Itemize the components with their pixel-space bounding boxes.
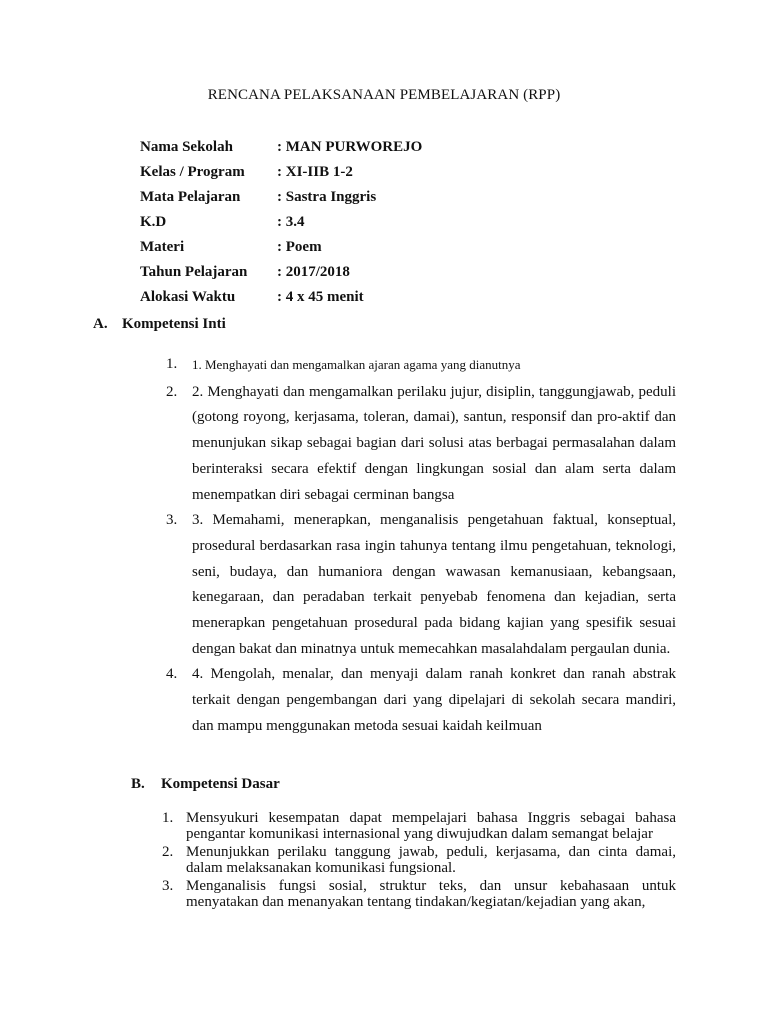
list-text: Mensyukuri kesempatan dapat mempelajari bahasa Inggris sebagai bahasa pengantar komunikasi internasional yang diwujudkan dalam semangat belajar	[186, 810, 676, 842]
info-value: : XI-IIB 1-2	[277, 164, 353, 180]
list-number: 2.	[162, 844, 174, 860]
info-value: : 3.4	[277, 214, 305, 230]
section-title: Kompetensi Inti	[122, 316, 226, 332]
list-number: 2.	[166, 383, 178, 400]
list-item	[166, 508, 676, 662]
info-label: Mata Pelajaran	[140, 189, 241, 205]
basic-competency-list	[162, 810, 676, 912]
list-number: 3.	[162, 878, 174, 894]
info-row-kd	[140, 212, 422, 237]
list-number: 3.	[166, 512, 178, 529]
list-number: 1.	[162, 810, 174, 826]
list-item	[162, 810, 676, 842]
info-row-material	[140, 237, 422, 262]
document-title: RENCANA PELAKSANAAN PEMBELAJARAN (RPP)	[207, 87, 561, 103]
list-text: Menunjukkan perilaku tanggung jawab, peduli, kerjasama, dan cinta damai, dalam melaksanakan komunikasi fungsional.	[186, 844, 676, 876]
info-label: Kelas / Program	[140, 164, 245, 180]
info-label: K.D	[140, 214, 167, 230]
list-item	[162, 844, 676, 876]
section-letter: A.	[93, 316, 108, 332]
list-text: 2. Menghayati dan mengamalkan perilaku jujur, disiplin, tanggungjawab, peduli (gotong royong, kerjasama, toleran, damai), santun, responsif dan pro-aktif dan menunjukan sikap sebagai bagian dari solusi atas berbagai permasalahan dalam berinteraksi secara efektif dengan lingkungan sosial dan alam serta dalam menempatkan diri sebagai cerminan bangsa	[192, 383, 676, 503]
list-item	[166, 662, 676, 739]
info-label: Nama Sekolah	[140, 139, 233, 155]
identity-table	[140, 137, 422, 312]
info-value: : Poem	[277, 239, 322, 255]
list-text: Menganalisis fungsi sosial, struktur teks, dan unsur kebahasaan untuk menyatakan dan menanyakan tentang tindakan/kegiatan/kejadian yang akan,	[186, 878, 676, 910]
info-label: Alokasi Waktu	[140, 289, 236, 305]
list-number: 1.	[166, 356, 178, 372]
list-number: 4.	[166, 666, 178, 683]
section-a-heading	[93, 316, 226, 333]
info-row-year	[140, 262, 422, 287]
info-row-school	[140, 137, 422, 162]
info-value: : Sastra Inggris	[277, 189, 377, 205]
section-title: Kompetensi Dasar	[161, 776, 280, 792]
info-value: : 2017/2018	[277, 264, 350, 280]
list-text: 4. Mengolah, menalar, dan menyaji dalam ranah konkret dan ranah abstrak terkait dengan pengembangan dari yang dipelajari di sekolah secara mandiri, dan mampu menggunakan metoda sesuai kaidah keilmuan	[192, 666, 676, 734]
list-item	[166, 352, 676, 378]
section-b-heading	[131, 776, 280, 793]
list-item	[162, 878, 676, 910]
list-text: 3. Memahami, menerapkan, menganalisis pengetahuan faktual, konseptual, prosedural berdasarkan rasa ingin tahunya tentang ilmu pengetahuan, teknologi, seni, budaya, dan humaniora dengan wawasan kemanusiaan, kebangsaan, kenegaraan, dan peradaban terkait penyebab fenomena dan kejadian, serta menerapkan pengetahuan prosedural pada bidang kajian yang spesifik sesuai dengan bakat dan minatnya untuk memecahkan masalahdalam pergaulan dunia.	[192, 512, 676, 657]
list-text: 1. Menghayati dan mengamalkan ajaran agama yang dianutnya	[192, 357, 521, 372]
info-row-time	[140, 287, 422, 312]
info-value: : MAN PURWOREJO	[277, 139, 423, 155]
info-row-subject	[140, 187, 422, 212]
info-row-class	[140, 162, 422, 187]
list-item	[166, 380, 676, 509]
section-letter: B.	[131, 776, 145, 792]
core-competency-list	[166, 352, 676, 740]
info-label: Materi	[140, 239, 185, 255]
info-value: : 4 x 45 menit	[277, 289, 364, 305]
info-label: Tahun Pelajaran	[140, 264, 248, 280]
